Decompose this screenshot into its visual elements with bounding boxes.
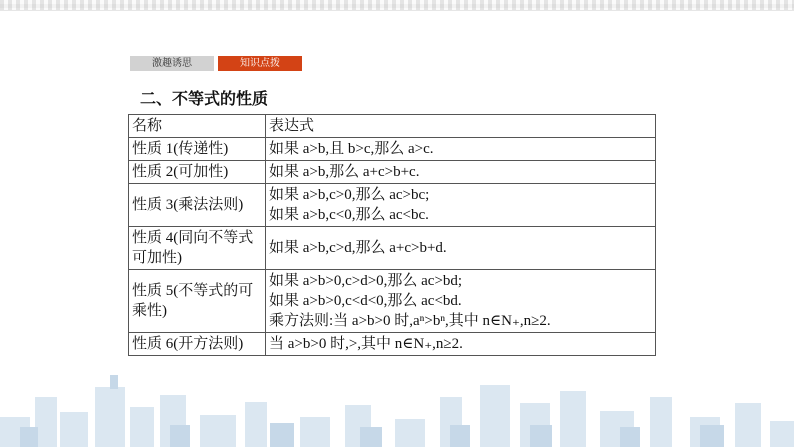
expression-line: 如果 a>b,那么 a+c>b+c. [269,164,420,180]
property-expression [266,227,656,270]
table-row [129,227,656,270]
property-expression [266,138,656,161]
tab-motivation[interactable]: 激趣诱思 [130,56,214,71]
expression-line: 如果 a>b,c>0,那么 ac>bc; [269,187,430,203]
property-name: 性质 6(开方法则) [129,333,266,356]
expression-line: 如果 a>b,c>d,那么 a+c>b+d. [269,240,447,256]
expression-line: 如果 a>b>0,c>d>0,那么 ac>bd; [269,273,463,289]
table-header-row [129,115,656,138]
property-expression [266,270,656,333]
tab-knowledge-points[interactable]: 知识点拨 [218,56,302,71]
expression-line: 当 a>b>0 时,>,其中 n∈N₊,n≥2. [269,336,463,352]
property-name: 性质 5(不等式的可乘性) [129,270,266,333]
property-expression [266,333,656,356]
section-heading: 二、不等式的性质 [140,89,269,108]
top-divider [0,10,794,11]
table-row [129,161,656,184]
city-skyline-decoration [0,367,794,447]
expression-line: 如果 a>b,c<0,那么 ac<bc. [269,207,429,223]
property-name: 性质 4(同向不等式可加性) [129,227,266,270]
top-decorative-stripe [0,0,794,10]
expression-line: 如果 a>b>0,c<d<0,那么 ac<bd. [269,293,462,309]
header-name: 名称 [129,115,266,138]
property-name: 性质 3(乘法法则) [129,184,266,227]
table-row [129,184,656,227]
inequality-properties-table [128,114,656,356]
property-expression [266,161,656,184]
property-name: 性质 1(传递性) [129,138,266,161]
expression-line: 乘方法则:当 a>b>0 时,aⁿ>bⁿ,其中 n∈N₊,n≥2. [269,313,551,329]
expression-line: 如果 a>b,且 b>c,那么 a>c. [269,141,434,157]
table-row [129,138,656,161]
header-expression: 表达式 [266,115,656,138]
table-row [129,270,656,333]
table-row [129,333,656,356]
section-tabs [130,56,302,71]
property-name: 性质 2(可加性) [129,161,266,184]
property-expression [266,184,656,227]
